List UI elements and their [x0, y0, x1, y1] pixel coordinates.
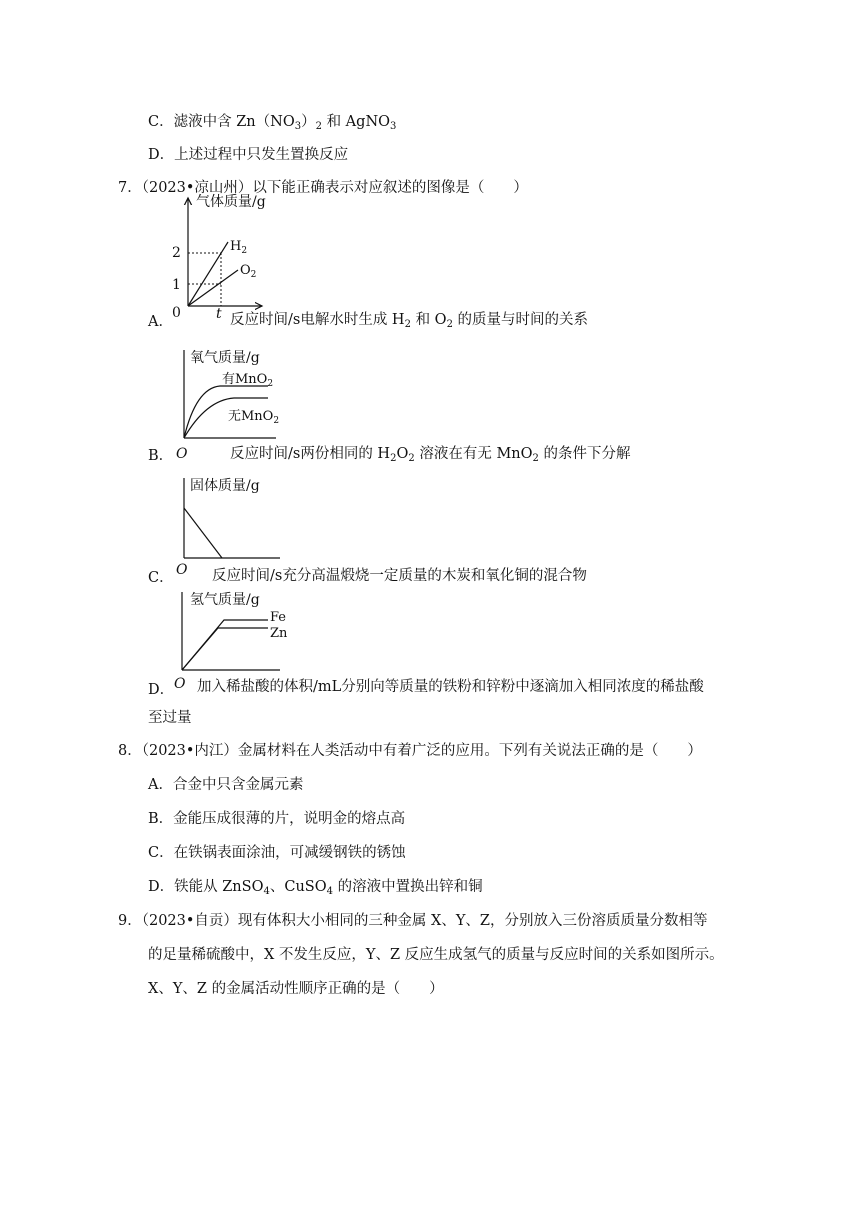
- subscript: 3: [390, 121, 397, 132]
- q7-option-c-caption: [212, 566, 587, 586]
- without-mno2-label: 无MnO$_2$: [228, 409, 280, 426]
- option-text: 的溶液中置换出锌和铜: [332, 879, 483, 895]
- subscript: 2: [390, 453, 397, 464]
- q6-option-c: [148, 112, 396, 132]
- option-text: D．铁能从 ZnSO: [148, 879, 264, 895]
- caption-text: 的质量与时间的关系: [452, 312, 589, 328]
- y-tick-2: 2: [172, 245, 181, 261]
- caption-text: 的条件下分解: [538, 446, 631, 462]
- y-axis-label: 固体质量/g: [190, 478, 260, 494]
- q7-stem: 7．（2023•凉山州）以下能正确表示对应叙述的图像是（ ）: [118, 180, 528, 196]
- option-text: 和 AgNO: [321, 114, 391, 130]
- y-axis-label: 气体质量/g: [196, 194, 266, 210]
- q8-option-a: A．合金中只含金属元素: [148, 777, 304, 793]
- q9-stem-line1: 9．（2023•自贡）现有体积大小相同的三种金属 X、Y、Z，分别放入三份溶质质量分数相等: [118, 913, 708, 929]
- h2-line: [188, 242, 228, 306]
- caption-text: 溶液在有无 MnO: [414, 446, 533, 462]
- x-axis-label: 加入稀盐酸的体积/mL: [197, 679, 342, 695]
- q8-option-b: B．金能压成很薄的片，说明金的熔点高: [148, 811, 406, 827]
- caption-text: 分别向等质量的铁粉和锌粉中逐滴加入相同浓度的稀盐酸: [341, 679, 704, 695]
- option-text: 上述过程中只发生置换反应: [174, 147, 349, 163]
- caption-text: O: [396, 446, 409, 462]
- caption-text: 和 O: [410, 312, 447, 328]
- fe-label: Fe: [270, 610, 287, 625]
- subscript: 4: [326, 886, 333, 897]
- h2-label: $H_2$: [230, 239, 248, 256]
- q7-option-d-caption: [197, 677, 704, 697]
- q7-option-a-caption: [230, 310, 588, 330]
- caption-text: 充分高温煅烧一定质量的木炭和氧化铜的混合物: [282, 568, 587, 584]
- q8-option-d: [148, 877, 483, 897]
- origin-label: O: [176, 562, 188, 578]
- q7-option-b-caption: [230, 444, 631, 464]
- zn-label: Zn: [270, 626, 288, 641]
- x-axis-label: 反应时间/s: [212, 568, 283, 584]
- y-axis-label: 氧气质量/g: [190, 350, 260, 366]
- option-letter: D．: [148, 147, 175, 163]
- x-tick-t: t: [216, 306, 222, 322]
- q8-option-c: C．在铁锅表面涂油，可减缓钢铁的锈蚀: [148, 845, 406, 861]
- q9-stem-line3: X、Y、Z 的金属活动性顺序正确的是（ ）: [148, 981, 444, 997]
- x-axis-label: 反应时间/s: [230, 446, 301, 462]
- option-letter: C．: [148, 114, 174, 130]
- origin-label: O: [176, 446, 188, 462]
- option-text: ）: [301, 114, 316, 130]
- zn-line: [182, 628, 268, 670]
- q7-option-d-letter: D．: [148, 682, 175, 698]
- o2-line: [188, 270, 238, 306]
- q8-stem: 8．（2023•内江）金属材料在人类活动中有着广泛的应用。下列有关说法正确的是（ ）: [118, 743, 702, 759]
- option-text: 、CuSO: [269, 879, 327, 895]
- solid-mass-line: [184, 508, 222, 558]
- subscript: 2: [315, 121, 322, 132]
- x-axis-label: 反应时间/s: [230, 312, 301, 328]
- q7-option-b-letter: B．: [148, 448, 174, 464]
- subscript: 4: [263, 886, 270, 897]
- q7-graph-a: [170, 192, 280, 327]
- caption-text: 电解水时生成 H: [300, 312, 405, 328]
- option-text: 滤液中含 Zn（NO: [173, 114, 295, 130]
- q7-option-a-letter: A．: [148, 314, 173, 330]
- q9-stem-line2: 的足量稀硫酸中，X 不发生反应，Y、Z 反应生成氢气的质量与反应时间的关系如图所示。: [148, 947, 724, 963]
- subscript: 2: [532, 453, 539, 464]
- q6-option-d: [148, 145, 348, 165]
- caption-text: 两份相同的 H: [300, 446, 391, 462]
- q7-option-c-letter: C．: [148, 570, 174, 586]
- subscript: 2: [408, 453, 415, 464]
- y-axis-label: 氢气质量/g: [190, 592, 260, 608]
- q7-option-d-caption-cont: 至过量: [148, 710, 192, 726]
- y-tick-1: 1: [172, 277, 181, 293]
- subscript: 3: [294, 121, 302, 132]
- subscript: 2: [446, 319, 453, 330]
- o2-label: $O_2$: [240, 263, 257, 280]
- subscript: 2: [404, 319, 411, 330]
- gas-mass-chart: [170, 192, 280, 327]
- origin-label: O: [174, 676, 186, 692]
- origin-label: 0: [172, 305, 181, 321]
- with-mno2-label: 有MnO$_2$: [222, 372, 274, 389]
